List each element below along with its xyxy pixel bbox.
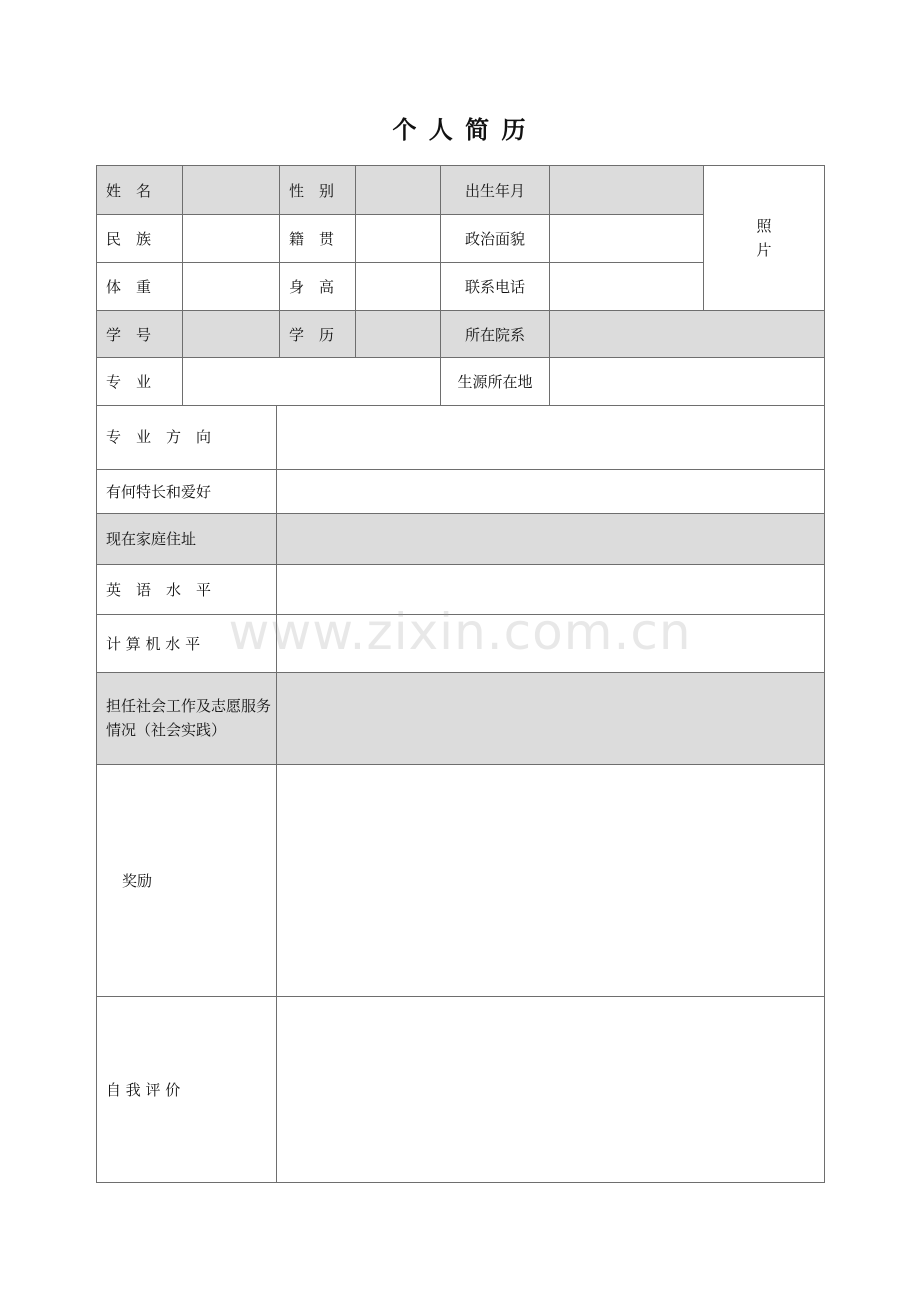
- major-label: 专 业: [97, 358, 183, 406]
- education-label: 学 历: [280, 311, 356, 358]
- political-status-field[interactable]: [550, 215, 704, 263]
- education-field[interactable]: [356, 311, 441, 358]
- awards-label: 奖励: [97, 764, 277, 996]
- hobbies-label: 有何特长和爱好: [97, 469, 277, 513]
- native-place-field[interactable]: [356, 215, 441, 263]
- native-place-label: 籍 贯: [280, 215, 356, 263]
- computer-level-label: 计 算 机 水 平: [97, 614, 277, 672]
- hobbies-field[interactable]: [277, 469, 825, 513]
- name-field[interactable]: [183, 166, 280, 215]
- height-field[interactable]: [356, 263, 441, 311]
- height-label: 身 高: [280, 263, 356, 311]
- name-label: 姓 名: [97, 166, 183, 215]
- student-id-field[interactable]: [183, 311, 280, 358]
- major-direction-label: 专 业 方 向: [97, 405, 277, 469]
- home-address-field[interactable]: [277, 513, 825, 564]
- page-title: 个 人 简 历: [392, 116, 528, 144]
- gender-label: 性 别: [280, 166, 356, 215]
- phone-label: 联系电话: [441, 263, 550, 311]
- origin-label: 生源所在地: [441, 358, 550, 406]
- english-level-label: 英 语 水 平: [97, 564, 277, 614]
- photo-label-2: 片: [756, 241, 772, 259]
- self-evaluation-label: 自 我 评 价: [97, 996, 277, 1182]
- weight-label: 体 重: [97, 263, 183, 311]
- social-work-label: 担任社会工作及志愿服务情况（社会实践）: [97, 672, 277, 764]
- birth-label: 出生年月: [441, 166, 550, 215]
- detail-info-table: [96, 405, 825, 1183]
- self-evaluation-field[interactable]: [277, 996, 825, 1182]
- basic-info-table: [96, 165, 825, 406]
- ethnicity-field[interactable]: [183, 215, 280, 263]
- computer-level-field[interactable]: [277, 614, 825, 672]
- ethnicity-label: 民 族: [97, 215, 183, 263]
- origin-field[interactable]: [550, 358, 825, 406]
- gender-field[interactable]: [356, 166, 441, 215]
- major-direction-field[interactable]: [277, 405, 825, 469]
- department-label: 所在院系: [441, 311, 550, 358]
- political-status-label: 政治面貌: [441, 215, 550, 263]
- social-work-field[interactable]: [277, 672, 825, 764]
- watermark: www.zixin.com.cn: [228, 603, 692, 661]
- photo-label-1: 照: [756, 217, 772, 235]
- awards-field[interactable]: [277, 764, 825, 996]
- birth-field[interactable]: [550, 166, 704, 215]
- weight-field[interactable]: [183, 263, 280, 311]
- major-field[interactable]: [183, 358, 441, 406]
- phone-field[interactable]: [550, 263, 704, 311]
- department-field[interactable]: [550, 311, 825, 358]
- home-address-label: 现在家庭住址: [97, 513, 277, 564]
- english-level-field[interactable]: [277, 564, 825, 614]
- photo-box[interactable]: [704, 166, 825, 311]
- student-id-label: 学 号: [97, 311, 183, 358]
